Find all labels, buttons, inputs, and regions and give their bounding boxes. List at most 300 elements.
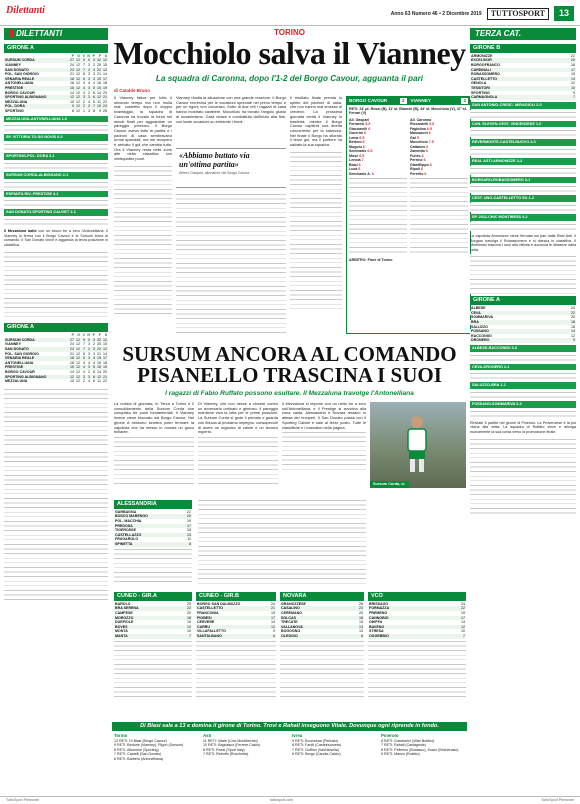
table-cell: 22: [97, 347, 101, 352]
lower-article-1: La notizia di giornata, in Terza a Torino è il consolidamento della Sursum Corda che conquista tre punti fondamentali. Il Vianney invece viene bloccato dal Borgo Cavour. Nel girone A nessuno sembra poter fermare la capolista che ha messo in mostra un gioco brillante.: [114, 402, 194, 494]
mid-filler: [198, 498, 366, 586]
result-text: [470, 128, 576, 137]
team-points: 22: [571, 310, 575, 315]
result-bar: MEZZALUNA-ANTONELLIANA 1-0: [4, 116, 108, 123]
team-name: SURSUM CORDA: [4, 58, 69, 63]
team-name: BAROLO: [115, 601, 131, 606]
team-points: 19: [187, 519, 191, 524]
table-cell: 16: [97, 360, 101, 365]
table-cell: 2: [88, 347, 90, 352]
table-cell: 12: [76, 370, 80, 374]
table-cell: 4: [83, 90, 85, 95]
team-name: SPORTING: [5, 109, 24, 113]
table-cell: 3: [88, 104, 90, 109]
team-points: 18: [571, 63, 575, 68]
table-cell: 6: [93, 90, 95, 95]
table-cell: 21: [97, 351, 101, 356]
team-name: CASTELLAZZO: [114, 533, 186, 538]
table-cell: 14: [97, 370, 101, 374]
team-points: 10: [187, 629, 191, 634]
team-name: POL. DORA: [4, 104, 69, 109]
table-cell: 4: [83, 81, 85, 86]
table-cell: 3: [83, 95, 85, 100]
team-name: BOSCO MARENGO: [114, 514, 186, 519]
left-filler-text-2: [4, 387, 108, 447]
table-cell: 12: [103, 58, 107, 63]
team-points: 17: [271, 615, 275, 620]
table-cell: 12: [76, 58, 80, 63]
team-points: 15: [187, 528, 191, 533]
group-title: CUNEO - GIR.B: [196, 592, 276, 601]
team-name: DUEPIOLE: [115, 620, 134, 625]
team-name: MANTA: [114, 634, 186, 639]
team-points: 13: [359, 624, 363, 629]
page-number: 13: [554, 6, 574, 21]
team-points: 22: [461, 606, 465, 611]
result-text: [470, 390, 576, 399]
table-cell: 9: [99, 109, 101, 113]
table-cell: 3: [88, 365, 90, 370]
team-points: 15: [359, 620, 363, 625]
player-name: Bertoni: [349, 140, 363, 145]
footer-center: tuttosport.com: [270, 798, 293, 802]
team-name: PRESTIGE: [4, 365, 69, 370]
player-score: 7.5: [428, 140, 434, 145]
result-text: [470, 166, 576, 175]
result-bar: REVERMONTE-CASTELNUOVO 2-0: [470, 139, 576, 146]
group-results: [114, 547, 192, 586]
group-title: NOVARA: [280, 592, 364, 601]
table-cell: 12: [76, 351, 80, 356]
table-cell: 24: [103, 104, 107, 109]
table-cell: 3: [93, 58, 95, 63]
table-header-cell: P: [71, 53, 74, 58]
left-group-title-2: GIRONE A: [4, 323, 108, 332]
right-filler: [470, 254, 576, 294]
group-box: [368, 590, 466, 718]
result-bar: REAL ASTI-ARMONIZZE 2-2: [470, 158, 576, 165]
table-header-cell: V: [82, 333, 85, 338]
article-col-1: Il Vianney fatica per tutto il secondo tempo ma non molla mai: costretto dopo il doppio svantaggio, la squadra di Caronna ha trovato la forza nei minuti finali per agguantare un pareggio prezioso. Il Borgo Cavour aveva fatto la partita e i padroni di casa sembravano ormai spacciati, ma nel recupero è arrivato il gol che cambia tutto. Ora il Vianney resta nelle zone alte della classifica con ventiquattro punti.: [114, 96, 172, 336]
team-name: BORGO SAN DALMAZZO: [197, 601, 241, 606]
table-cell: 3: [88, 351, 90, 356]
table-cell: 12: [76, 337, 80, 342]
team-name: GENOLA: [471, 81, 487, 86]
team-name: CANNOBIO: [368, 616, 460, 621]
player-name: Gianfilippo: [410, 162, 430, 167]
team-name: TIGEROSSE: [115, 528, 136, 533]
table-cell: 9: [83, 337, 85, 342]
team-name: MOROZZO: [114, 616, 186, 621]
player-score: 6: [429, 162, 432, 167]
team-points: 19: [271, 611, 275, 616]
team-points: 9: [573, 90, 575, 95]
table-cell: 25: [103, 109, 107, 113]
scorer-line: 6 RETI: Pellerino (Buriasco), Suaro (Bricherasio): [381, 747, 459, 752]
team-points: 14: [461, 620, 465, 625]
team-points: 9: [273, 629, 275, 634]
team-name: BRISSAGO: [369, 601, 389, 606]
table-cell: 3: [88, 63, 90, 68]
team-name: VIANNEY: [5, 342, 21, 347]
subheadline: La squadra di Caronna, dopo l'1-2 del Borgo Cavour, agguanta il pari: [155, 74, 424, 83]
team-name: CERVERE: [197, 620, 215, 625]
team-points: 14: [271, 620, 275, 625]
group-results: [368, 639, 466, 699]
table-cell: 7: [83, 347, 85, 352]
team-name: ALBESE: [471, 306, 486, 311]
scorers-column: [381, 734, 467, 792]
team-name: SOLCAS: [280, 616, 358, 621]
table-cell: 27: [70, 58, 74, 63]
table-cell: 21: [97, 72, 101, 77]
team-name: MEZZALUNA: [5, 379, 28, 384]
team-name: RACCONIGI: [471, 333, 492, 338]
team-name: BAVENO: [368, 625, 460, 630]
player-name: Gal: [410, 135, 417, 140]
table-cell: 19: [103, 365, 107, 370]
table-cell: 12: [76, 95, 80, 100]
article-col-2-bottom: [176, 192, 286, 336]
player-score: 6: [424, 171, 427, 176]
team-name: BOVES: [114, 625, 186, 630]
match-scorers: RETI: 24' pt. Rossi (B), 11' st. Bianchi (B), 44' st. Mocchiolo (V), 47' st. Ferrari (V): [349, 106, 467, 116]
table-cell: 14: [70, 370, 74, 374]
table-cell: 9: [83, 58, 85, 63]
group-box: [280, 590, 364, 718]
result-text: [470, 371, 576, 380]
table-cell: 10: [97, 104, 101, 109]
table-cell: 3: [88, 374, 90, 379]
team-name: DRONERO: [470, 338, 570, 343]
table-cell: 4: [93, 360, 95, 365]
team-name: SURSUM CORDA: [4, 338, 69, 343]
lower-article-3: Il Mezzaluna si impone con un netto tre a zero sull'Antonelliana, e il Prestige si avvicina alla zona calda. Alessandria e Novara restano in attesa dei recuperi. Il San Donato passa con il Sporting Calviet e sale al terzo posto. Tutte le classifiche e i marcatori nella pagina.: [282, 402, 366, 494]
player-score: 6: [421, 153, 424, 158]
team-name: GARBAGNA: [115, 509, 137, 514]
team-points: 17: [461, 615, 465, 620]
table-cell: 4: [88, 360, 90, 365]
team-name: VIANNEY: [5, 63, 21, 68]
table-cell: 3: [93, 337, 95, 342]
player-score: 6: [428, 131, 431, 136]
table-cell: 3: [88, 95, 90, 100]
table-cell: 21: [103, 95, 107, 100]
team-name: VENARIA REALE: [4, 77, 69, 82]
away-ratings: All. Caronna Riccardelli 6.5 Fagiolino 6.5 Massaroni 6 Gal 5 Mocchiolo 7.5 Cattaneo 6 Zammito 6 Funes 6 Perrino 6 Gianfilippo 6 Ripoli 6 Perrello 6: [410, 118, 468, 257]
player-score: 6.5: [426, 126, 432, 131]
table-cell: 7: [83, 67, 85, 72]
team-points: 10: [571, 86, 575, 91]
team-name: FOSSANO: [470, 329, 570, 334]
table-cell: 5: [83, 356, 85, 361]
player-score: 6: [425, 149, 428, 154]
team-name: GRANOZZESE: [281, 601, 306, 606]
team-points: 14: [571, 329, 575, 334]
team-points: 26: [359, 601, 363, 606]
result-text: [4, 180, 108, 189]
team-points: 22: [187, 509, 191, 514]
scorer-line: 7 RETI: Goffino (Valchiusella): [292, 747, 340, 752]
scorer-line: 8 RETI: Albonese (Sporting): [114, 747, 159, 752]
team-name: ARMONIZZE: [471, 53, 493, 58]
table-cell: 16: [97, 81, 101, 86]
player-score: 6.5: [359, 153, 365, 158]
scorers-area: Torino: [114, 734, 128, 738]
table-cell: 12: [103, 347, 107, 352]
table-cell: 14: [103, 351, 107, 356]
team-name: BORGO CAVOUR: [5, 90, 35, 95]
team-points: 10: [461, 629, 465, 634]
team-name: CARDINALI: [470, 68, 570, 73]
left-note: Il Mezzaluna batte con un secco tre a zero l'Antonelliana. Il Vianney si ferma con il Borgo Cavour e la Sursum torna al comando. Il San Donato vince e aggancia la terza posizione in classifica.: [4, 229, 108, 247]
group-standings: [368, 602, 466, 639]
table-cell: 2: [83, 104, 85, 109]
result-text: [470, 184, 576, 193]
team-points: 6: [270, 634, 276, 639]
match-teams: BORGO CAVOUR 2 VIANNEY 2: [347, 97, 470, 105]
table-cell: 3: [88, 72, 90, 77]
result-text: [470, 110, 576, 119]
table-cell: 6: [72, 109, 74, 113]
scorers-area: Ivrea: [292, 734, 303, 738]
group-box: [196, 590, 276, 718]
team-points: 15: [187, 620, 191, 625]
scorer-line: 6 RETI: Barbero (Antonelliana): [114, 756, 164, 761]
table-cell: 25: [97, 342, 101, 347]
result-bar: CEVA-DRONERO 2-1: [470, 364, 576, 371]
team-name: ANTONELLIANA: [5, 81, 34, 86]
team-points: 12: [571, 333, 575, 338]
team-points: 22: [571, 53, 575, 58]
team-points: 12: [571, 81, 575, 86]
issue-date: Anno 63 Numero 46 • 2 Dicembre 2019: [390, 10, 482, 17]
table-cell: 6: [83, 72, 85, 77]
table-header-cell: F: [98, 333, 101, 338]
result-text: [4, 198, 108, 207]
team-name: SPINETTA: [114, 542, 186, 547]
scorer-line: 10 RETI: Bagnasco (Ferrere Calcio): [203, 743, 261, 748]
team-name: EXCELSIOR: [470, 58, 570, 63]
team-points: 24: [271, 601, 275, 606]
player-score: 6: [362, 144, 365, 149]
scorer-line: 8 RETI: Gambarini (Villar Bobbio): [381, 738, 435, 743]
table-cell: 0: [88, 58, 90, 63]
team-name: BOGOGNO: [281, 629, 301, 634]
table-cell: 24: [70, 63, 74, 68]
team-points: 8: [186, 542, 192, 547]
team-name: VILLAFALLETTO: [197, 629, 226, 634]
table-cell: 16: [70, 360, 74, 365]
team-name: ROBASSOMERO: [471, 72, 500, 77]
team-name: VENARIA REALE: [4, 356, 69, 361]
player-score: 5.5: [365, 122, 371, 127]
left-group-title: GIRONE A: [4, 44, 108, 53]
table-cell: 5: [83, 76, 85, 81]
table-cell: 6: [93, 374, 95, 379]
player-name: Ferraresi: [349, 122, 366, 127]
table-cell: 5: [93, 365, 95, 370]
team-name: CASALINO: [280, 606, 358, 611]
page-footer: [0, 796, 580, 804]
section-right-label: TERZA CAT.: [470, 28, 576, 40]
table-cell: 14: [70, 90, 74, 95]
result-text: [4, 123, 108, 132]
page-header: [0, 0, 580, 26]
table-cell: 12: [76, 99, 80, 104]
result-bar: SAN DONATO-SPORTING CALVIET 2-1: [4, 209, 108, 216]
table-cell: 2: [93, 342, 95, 347]
group-title: ALESSANDRIA: [114, 500, 192, 509]
table-cell: 18: [103, 81, 107, 86]
table-cell: 16: [70, 81, 74, 86]
team-points: 19: [461, 611, 465, 616]
scorers-banner: Di Blasi sale a 13 e domina il girone di Torino. Trovi e Rahali inseguono Vitale. Dovunque ogni riprende in fondo.: [112, 722, 467, 731]
team-name: CARMAGNOLA: [470, 95, 570, 100]
lower-headline: SURSUM ANCORA AL COMANDO PISANELLO TRASCINA I SUOI: [122, 342, 457, 387]
player-name: Mocchiolo: [410, 140, 429, 145]
group-box: [114, 498, 192, 586]
result-bar: SAN ANTONIO-CRESC. MIRAGIOLI 2-0: [470, 102, 576, 109]
table-cell: 4: [83, 365, 85, 370]
table-cell: 4: [83, 360, 85, 365]
table-cell: 24: [70, 342, 74, 347]
table-cell: 19: [103, 86, 107, 91]
team-points: 10: [359, 629, 363, 634]
table-cell: 22: [97, 67, 101, 72]
brand-logo: Dilettanti: [6, 5, 45, 16]
team-points: 15: [571, 72, 575, 77]
result-bar: SPORTING-POL. DORA 3-1: [4, 153, 108, 160]
photo-caption: Sursum Corda, cl.: [370, 481, 409, 488]
team-name: CARRU: [196, 625, 270, 630]
table-cell: 15: [70, 86, 74, 91]
table-header-cell: P: [92, 333, 95, 338]
team-points: 24: [571, 306, 575, 311]
table-cell: 17: [103, 76, 107, 81]
left-filler-text: [4, 250, 108, 320]
scorer-line: 7 RETI: Rahali (Castagnole): [381, 743, 426, 748]
table-cell: 23: [70, 347, 74, 352]
table-cell: 2: [83, 99, 85, 104]
result-text: [470, 409, 576, 418]
table-cell: 8: [93, 109, 95, 113]
result-text: [470, 353, 576, 362]
article-col-2-top: Vianney ribalta la situazione con una grande reazione. Il Borgo Cavour recrimina per le occasioni sprecate nel primo tempo e per un rigore non concesso. Sotto di due reti i ragazzi di casa hanno mostrato carattere. Mocchiolo ha trovato l'angolo giusto al novantesimo. Gara vivace e combattuta dall'inizio alla fine, con tante occasioni su entrambi i fronti.: [176, 96, 286, 124]
table-cell: 15: [97, 365, 101, 370]
scorer-line: 9 RETI: Boumdraa (Pertusio): [292, 738, 339, 743]
right-filler-2: [470, 437, 576, 517]
result-text: [4, 142, 108, 151]
group-box: [114, 590, 192, 718]
table-header-cell: P: [92, 53, 95, 58]
table-cell: 3: [88, 356, 90, 361]
player-name: Funes: [410, 153, 422, 158]
match-box: [346, 96, 471, 334]
team-name: PREDOSA: [114, 524, 186, 529]
table-row: [4, 109, 108, 114]
left-column: [4, 42, 108, 792]
player-score: 6: [426, 144, 429, 149]
team-name: SOMMARIVA: [471, 315, 494, 320]
team-name: ANTONELLIANA: [5, 360, 34, 365]
player-name: Lenola: [349, 158, 362, 163]
player-name: Mogolu: [349, 144, 363, 149]
team-points: 7: [570, 95, 576, 100]
right-standings-2: [470, 306, 576, 343]
referee: ARBITRO: Fiore di Torino: [349, 258, 393, 263]
player-score: 6: [420, 167, 423, 172]
team-points: 17: [187, 523, 191, 528]
player-name: Biasi: [349, 162, 359, 167]
table-cell: 12: [76, 67, 80, 72]
team-points: 20: [187, 514, 191, 519]
team-name: FRUGAROLO: [115, 537, 139, 542]
team-name: GHIFFA: [369, 620, 383, 625]
right-standings: [470, 54, 576, 100]
scorers-column: [292, 734, 378, 792]
table-cell: 12: [97, 95, 101, 100]
table-cell: 0: [88, 337, 90, 342]
table-cell: 19: [97, 356, 101, 361]
table-cell: 4: [88, 81, 90, 86]
team-name: BRA SERENA: [114, 606, 186, 611]
table-cell: 17: [103, 356, 107, 361]
player-score: 6: [371, 171, 374, 176]
team-points: 12: [461, 624, 465, 629]
group-standings: [114, 602, 192, 639]
table-cell: 3: [93, 347, 95, 352]
table-cell: 6: [93, 370, 95, 374]
player-name: Fagiolino: [410, 126, 427, 131]
group-title: VCO: [368, 592, 466, 601]
team-name: MONTA: [115, 629, 128, 634]
result-bar: SURSUM CORDA-ALBIGNANO 2-1: [4, 172, 108, 179]
table-cell: 12: [76, 86, 80, 91]
team-points: 24: [461, 601, 465, 606]
team-points: 20: [571, 315, 575, 320]
table-cell: 6: [93, 379, 95, 384]
table-cell: 4: [93, 356, 95, 361]
player-score: 6: [362, 140, 365, 145]
team-name: SAN DONATO: [4, 347, 69, 352]
result-text: [470, 147, 576, 156]
table-cell: 6: [83, 351, 85, 356]
player-name: Guerrini: [349, 131, 364, 136]
player-name: Lema: [349, 135, 360, 140]
table-row: [470, 95, 576, 100]
table-cell: 3: [93, 67, 95, 72]
table-cell: 2: [93, 63, 95, 68]
team-points: 25: [187, 601, 191, 606]
table-cell: 3: [88, 109, 90, 113]
table-header-cell: G: [77, 53, 80, 58]
table-cell: 12: [76, 356, 80, 361]
team-name: BRA: [470, 320, 570, 325]
header-right: [391, 6, 574, 21]
team-name: SALUZZO: [471, 324, 488, 329]
table-cell: 12: [76, 90, 80, 95]
result-bar: SP. VITTORIA TO-SG NOVIS 0-0: [4, 134, 108, 141]
result-bar: ALBESE-RACCONIGI 3-0: [470, 345, 576, 352]
table-cell: 4: [83, 370, 85, 374]
left-filler-text-3: [4, 450, 108, 600]
table-header-cell: V: [82, 53, 85, 58]
team-name: CASTELLETTO: [470, 77, 570, 82]
byline: di Catalde Bruno: [114, 88, 151, 93]
right-column: [470, 42, 576, 792]
footer-right: TuttoSport Piemonte: [541, 798, 574, 802]
